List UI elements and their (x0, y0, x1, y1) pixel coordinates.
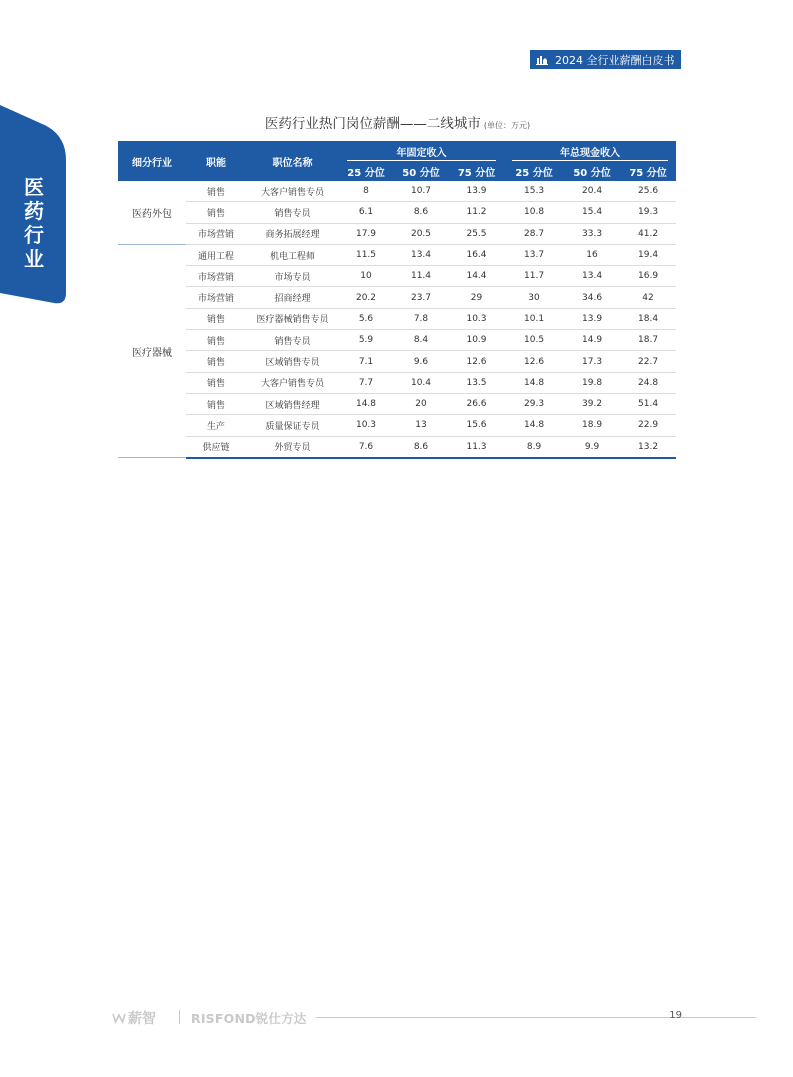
salary-value-cell: 20 (393, 393, 449, 414)
salary-value-cell: 12.6 (504, 351, 564, 372)
function-cell: 生产 (186, 415, 246, 436)
function-cell: 销售 (186, 181, 246, 202)
salary-value-cell: 14.8 (504, 415, 564, 436)
salary-value-cell: 15.4 (564, 202, 620, 223)
salary-value-cell: 25.5 (449, 223, 504, 244)
salary-value-cell: 8.6 (393, 202, 449, 223)
table-row (118, 415, 676, 436)
salary-value-cell: 7.1 (339, 351, 393, 372)
xinzhi-logo-icon (112, 1012, 126, 1024)
function-cell: 销售 (186, 393, 246, 414)
salary-value-cell: 16.9 (620, 266, 676, 287)
side-tab-char: 业 (24, 247, 44, 271)
salary-value-cell: 29.3 (504, 393, 564, 414)
salary-value-cell: 15.6 (449, 415, 504, 436)
header-fixed-p75: 75 分位 (449, 161, 504, 181)
salary-value-cell: 26.6 (449, 393, 504, 414)
salary-value-cell: 13.2 (620, 436, 676, 458)
industry-cell: 医药外包 (118, 181, 186, 244)
table-row (118, 372, 676, 393)
table-row (118, 287, 676, 308)
salary-value-cell: 34.6 (564, 287, 620, 308)
salary-value-cell: 10.4 (393, 372, 449, 393)
xinzhi-logo (112, 1008, 156, 1028)
table-row (118, 351, 676, 372)
position-cell: 大客户销售专员 (246, 372, 339, 393)
table-row (118, 436, 676, 458)
salary-value-cell: 20.4 (564, 181, 620, 202)
function-cell: 市场营销 (186, 266, 246, 287)
table-row (118, 308, 676, 329)
salary-value-cell: 5.9 (339, 330, 393, 351)
footer-logo-divider (179, 1010, 180, 1024)
salary-value-cell: 10.3 (339, 415, 393, 436)
header-total-cash: 年总现金收入 (504, 141, 676, 161)
salary-value-cell: 10.8 (504, 202, 564, 223)
salary-value-cell: 15.3 (504, 181, 564, 202)
salary-value-cell: 42 (620, 287, 676, 308)
salary-value-cell: 14.9 (564, 330, 620, 351)
function-cell: 供应链 (186, 436, 246, 458)
salary-value-cell: 14.8 (504, 372, 564, 393)
footer-rule (316, 1017, 756, 1018)
function-cell: 市场营销 (186, 223, 246, 244)
salary-value-cell: 5.6 (339, 308, 393, 329)
position-cell: 市场专员 (246, 266, 339, 287)
salary-value-cell: 14.8 (339, 393, 393, 414)
side-tab-char: 药 (24, 199, 44, 223)
factory-icon (536, 54, 548, 65)
function-cell: 市场营销 (186, 287, 246, 308)
position-cell: 机电工程师 (246, 244, 339, 265)
salary-value-cell: 13.5 (449, 372, 504, 393)
salary-value-cell: 41.2 (620, 223, 676, 244)
salary-value-cell: 18.4 (620, 308, 676, 329)
salary-value-cell: 19.8 (564, 372, 620, 393)
position-cell: 医疗器械销售专员 (246, 308, 339, 329)
xinzhi-logo-text: 薪智 (128, 1011, 156, 1027)
salary-value-cell: 9.9 (564, 436, 620, 458)
salary-value-cell: 8.4 (393, 330, 449, 351)
salary-value-cell: 24.8 (620, 372, 676, 393)
header-total-p75: 75 分位 (620, 161, 676, 181)
table-row (118, 330, 676, 351)
table-title-main: 医药行业热门岗位薪酬——二线城市 (264, 116, 481, 132)
salary-value-cell: 10.9 (449, 330, 504, 351)
salary-value-cell: 23.7 (393, 287, 449, 308)
salary-value-cell: 12.6 (449, 351, 504, 372)
position-cell: 商务拓展经理 (246, 223, 339, 244)
table-row (118, 202, 676, 223)
salary-value-cell: 13.4 (393, 244, 449, 265)
salary-value-cell: 39.2 (564, 393, 620, 414)
salary-value-cell: 29 (449, 287, 504, 308)
salary-value-cell: 22.9 (620, 415, 676, 436)
function-cell: 销售 (186, 330, 246, 351)
header-fixed-p25: 25 分位 (339, 161, 393, 181)
risfond-logo: RISFOND锐仕方达 (191, 1011, 307, 1026)
position-cell: 区域销售专员 (246, 351, 339, 372)
table-row (118, 244, 676, 265)
salary-value-cell: 16 (564, 244, 620, 265)
page-number: 19 (669, 1010, 682, 1021)
salary-value-cell: 10.3 (449, 308, 504, 329)
side-tab-char: 行 (24, 223, 44, 247)
salary-value-cell: 17.9 (339, 223, 393, 244)
function-cell: 销售 (186, 308, 246, 329)
header-fixed-p50: 50 分位 (393, 161, 449, 181)
salary-table-body (118, 181, 676, 458)
position-cell: 销售专员 (246, 202, 339, 223)
industry-cell: 医疗器械 (118, 244, 186, 457)
position-cell: 大客户销售专员 (246, 181, 339, 202)
table-title-unit: (单位：万元) (483, 121, 531, 130)
salary-value-cell: 28.7 (504, 223, 564, 244)
header-function: 职能 (186, 141, 246, 181)
table-row (118, 393, 676, 414)
salary-value-cell: 8.9 (504, 436, 564, 458)
salary-value-cell: 18.9 (564, 415, 620, 436)
salary-value-cell: 33.3 (564, 223, 620, 244)
position-cell: 质量保证专员 (246, 415, 339, 436)
salary-value-cell: 11.7 (504, 266, 564, 287)
salary-value-cell: 7.6 (339, 436, 393, 458)
page-footer (112, 1008, 682, 1028)
salary-value-cell: 22.7 (620, 351, 676, 372)
salary-value-cell: 25.6 (620, 181, 676, 202)
side-tab-label (22, 175, 46, 271)
salary-value-cell: 13.9 (564, 308, 620, 329)
function-cell: 通用工程 (186, 244, 246, 265)
salary-value-cell: 51.4 (620, 393, 676, 414)
salary-value-cell: 10.5 (504, 330, 564, 351)
salary-value-cell: 11.3 (449, 436, 504, 458)
header-tag (530, 50, 681, 69)
salary-value-cell: 7.7 (339, 372, 393, 393)
salary-value-cell: 6.1 (339, 202, 393, 223)
salary-value-cell: 17.3 (564, 351, 620, 372)
header-fixed-income: 年固定收入 (339, 141, 504, 161)
function-cell: 销售 (186, 202, 246, 223)
salary-table (118, 141, 676, 459)
header-total-p50: 50 分位 (564, 161, 620, 181)
table-row (118, 181, 676, 202)
salary-value-cell: 9.6 (393, 351, 449, 372)
salary-value-cell: 10.7 (393, 181, 449, 202)
salary-value-cell: 10.1 (504, 308, 564, 329)
salary-value-cell: 20.2 (339, 287, 393, 308)
side-section-tab (0, 105, 66, 305)
salary-value-cell: 13.9 (449, 181, 504, 202)
salary-value-cell: 20.5 (393, 223, 449, 244)
header-total-p25: 25 分位 (504, 161, 564, 181)
position-cell: 销售专员 (246, 330, 339, 351)
table-row (118, 223, 676, 244)
function-cell: 销售 (186, 351, 246, 372)
salary-value-cell: 8 (339, 181, 393, 202)
table-row (118, 266, 676, 287)
salary-value-cell: 8.6 (393, 436, 449, 458)
salary-value-cell: 13.7 (504, 244, 564, 265)
salary-value-cell: 11.4 (393, 266, 449, 287)
salary-value-cell: 16.4 (449, 244, 504, 265)
position-cell: 招商经理 (246, 287, 339, 308)
header-tag-text: 2024 全行业薪酬白皮书 (555, 53, 675, 67)
salary-value-cell: 30 (504, 287, 564, 308)
side-tab-char: 医 (24, 175, 44, 199)
salary-value-cell: 11.2 (449, 202, 504, 223)
position-cell: 外贸专员 (246, 436, 339, 458)
salary-value-cell: 19.4 (620, 244, 676, 265)
salary-value-cell: 7.8 (393, 308, 449, 329)
salary-value-cell: 13.4 (564, 266, 620, 287)
header-industry: 细分行业 (118, 141, 186, 181)
salary-value-cell: 19.3 (620, 202, 676, 223)
header-position: 职位名称 (246, 141, 339, 181)
salary-value-cell: 13 (393, 415, 449, 436)
salary-value-cell: 18.7 (620, 330, 676, 351)
salary-value-cell: 14.4 (449, 266, 504, 287)
salary-value-cell: 11.5 (339, 244, 393, 265)
salary-value-cell: 10 (339, 266, 393, 287)
position-cell: 区域销售经理 (246, 393, 339, 414)
function-cell: 销售 (186, 372, 246, 393)
table-title (120, 112, 675, 132)
